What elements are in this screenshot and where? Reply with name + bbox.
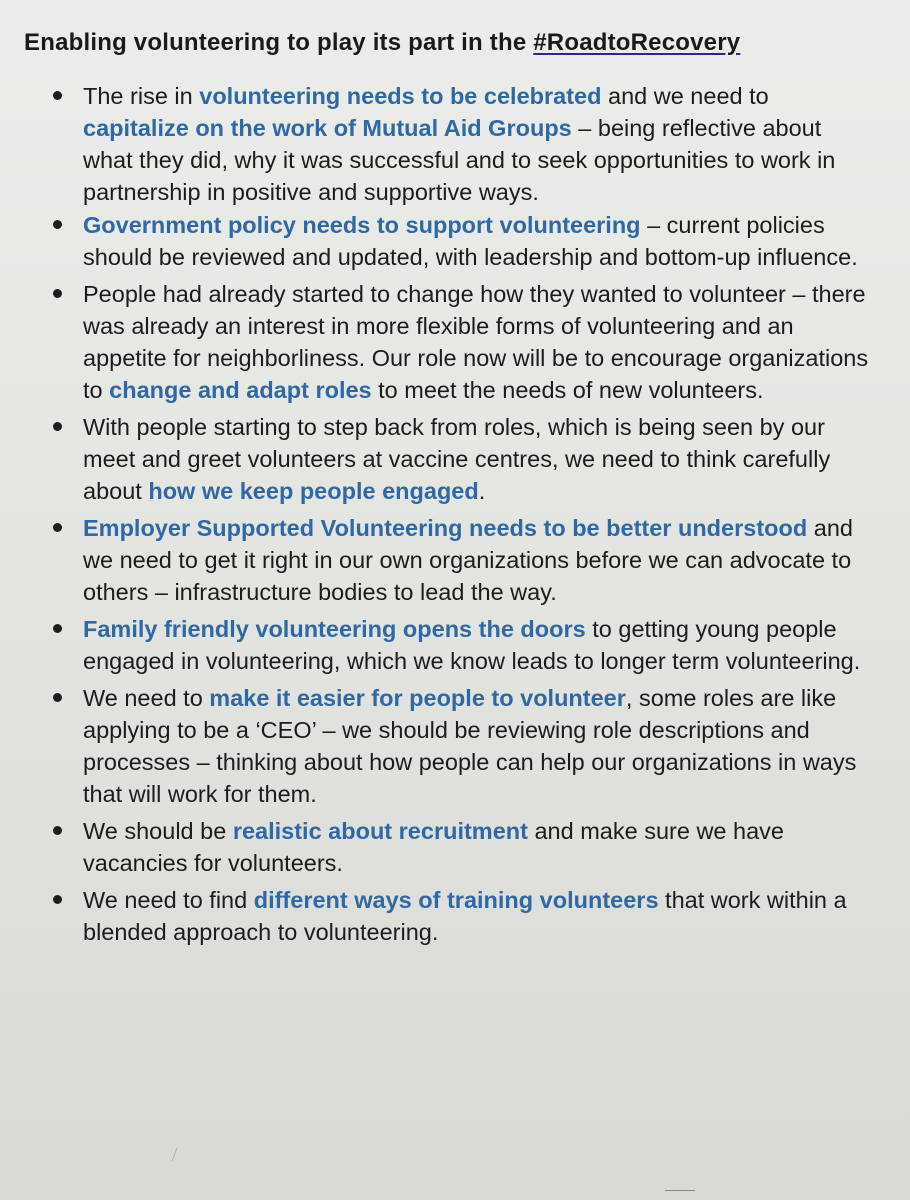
document-heading [24,29,740,57]
bullet-item [50,682,872,810]
bullet-dot-icon [53,624,62,633]
bullet-text-run: The rise in [83,83,200,109]
bullet-text-run: People had already started to change how they wanted to volunteer – there was already an interest in more flexible forms of volunteering and an appetite for neighborliness. Our role now will be to encourage organizations to [83,281,869,403]
bullet-text [83,278,872,406]
bullet-dot-icon [53,289,62,298]
bullet-text [83,80,872,208]
bullet-text-run: , some roles are like applying to be a ‘CEO’ – we should be reviewing role descriptions and processes – thinking about how people can help our organizations in ways that will work for them. [83,685,857,807]
bullet-dot-icon [53,91,62,100]
bullet-text [83,682,872,810]
bullet-text [83,613,872,677]
bullet-dot-icon [53,220,62,229]
heading-text: Enabling volunteering to play its part in the [24,29,534,56]
bullet-dot-icon [53,422,62,431]
bullet-text [83,815,872,879]
bullet-item [50,884,872,948]
bullet-item [50,411,872,507]
bullet-text-run: and we need to [601,83,769,109]
highlighted-phrase: Family friendly volunteering opens the doors [83,616,586,642]
highlighted-phrase: how we keep people engaged [148,478,479,504]
bullet-item [50,80,872,208]
bullet-item [50,278,872,406]
bullet-text-run: – being reflective about what they did, why it was successful and to seek opportunities to work in partnership in positive and supportive ways. [83,115,836,205]
bullet-text-run: and we need to get it right in our own organizations before we can advocate to others – infrastructure bodies to lead the way. [83,515,853,605]
bullet-dot-icon [53,895,62,904]
bullet-text [83,512,872,608]
bullet-text-run: . [478,478,486,504]
bullet-text-run: We need to find [83,887,254,913]
paper-edge-mark [665,1190,695,1193]
highlighted-phrase: Employer Supported Volunteering needs to be better understood [83,515,808,541]
highlighted-phrase: volunteering needs to be celebrated [199,83,602,109]
bullet-text [83,411,872,507]
bullet-text-run: We should be [83,818,233,844]
highlighted-phrase: realistic about recruitment [232,818,528,844]
bullet-item [50,613,872,677]
bullet-item [50,512,872,608]
bullet-text-run: We need to [83,685,210,711]
bullet-text [83,884,872,948]
highlighted-phrase: different ways of training volunteers [253,887,659,913]
heading-hashtag: #RoadtoRecovery [533,29,741,56]
highlighted-phrase: capitalize on the work of Mutual Aid Groups [83,115,572,141]
bullet-text-run: to getting young people engaged in volunteering, which we know leads to longer term volunteering. [83,616,861,674]
bullet-text-run: and make sure we have vacancies for volunteers. [83,818,784,876]
bullet-item [50,815,872,879]
bullet-text [83,209,872,273]
bullet-text-run: With people starting to step back from roles, which is being seen by our meet and greet volunteers at vaccine centres, we need to think carefully about [83,414,831,504]
highlighted-phrase: Government policy needs to support volunteering [83,212,641,238]
bullet-list [50,80,872,953]
bullet-text-run: to meet the needs of new volunteers. [371,377,764,403]
bullet-dot-icon [53,826,62,835]
bullet-dot-icon [53,693,62,702]
highlighted-phrase: make it easier for people to volunteer [209,685,626,711]
bullet-text-run: that work within a blended approach to volunteering. [83,887,847,945]
highlighted-phrase: change and adapt roles [109,377,372,403]
bullet-text-run: – current policies should be reviewed and updated, with leadership and bottom-up influence. [83,212,858,270]
paper-speck [172,1148,181,1163]
bullet-dot-icon [53,523,62,532]
bullet-item [50,209,872,273]
